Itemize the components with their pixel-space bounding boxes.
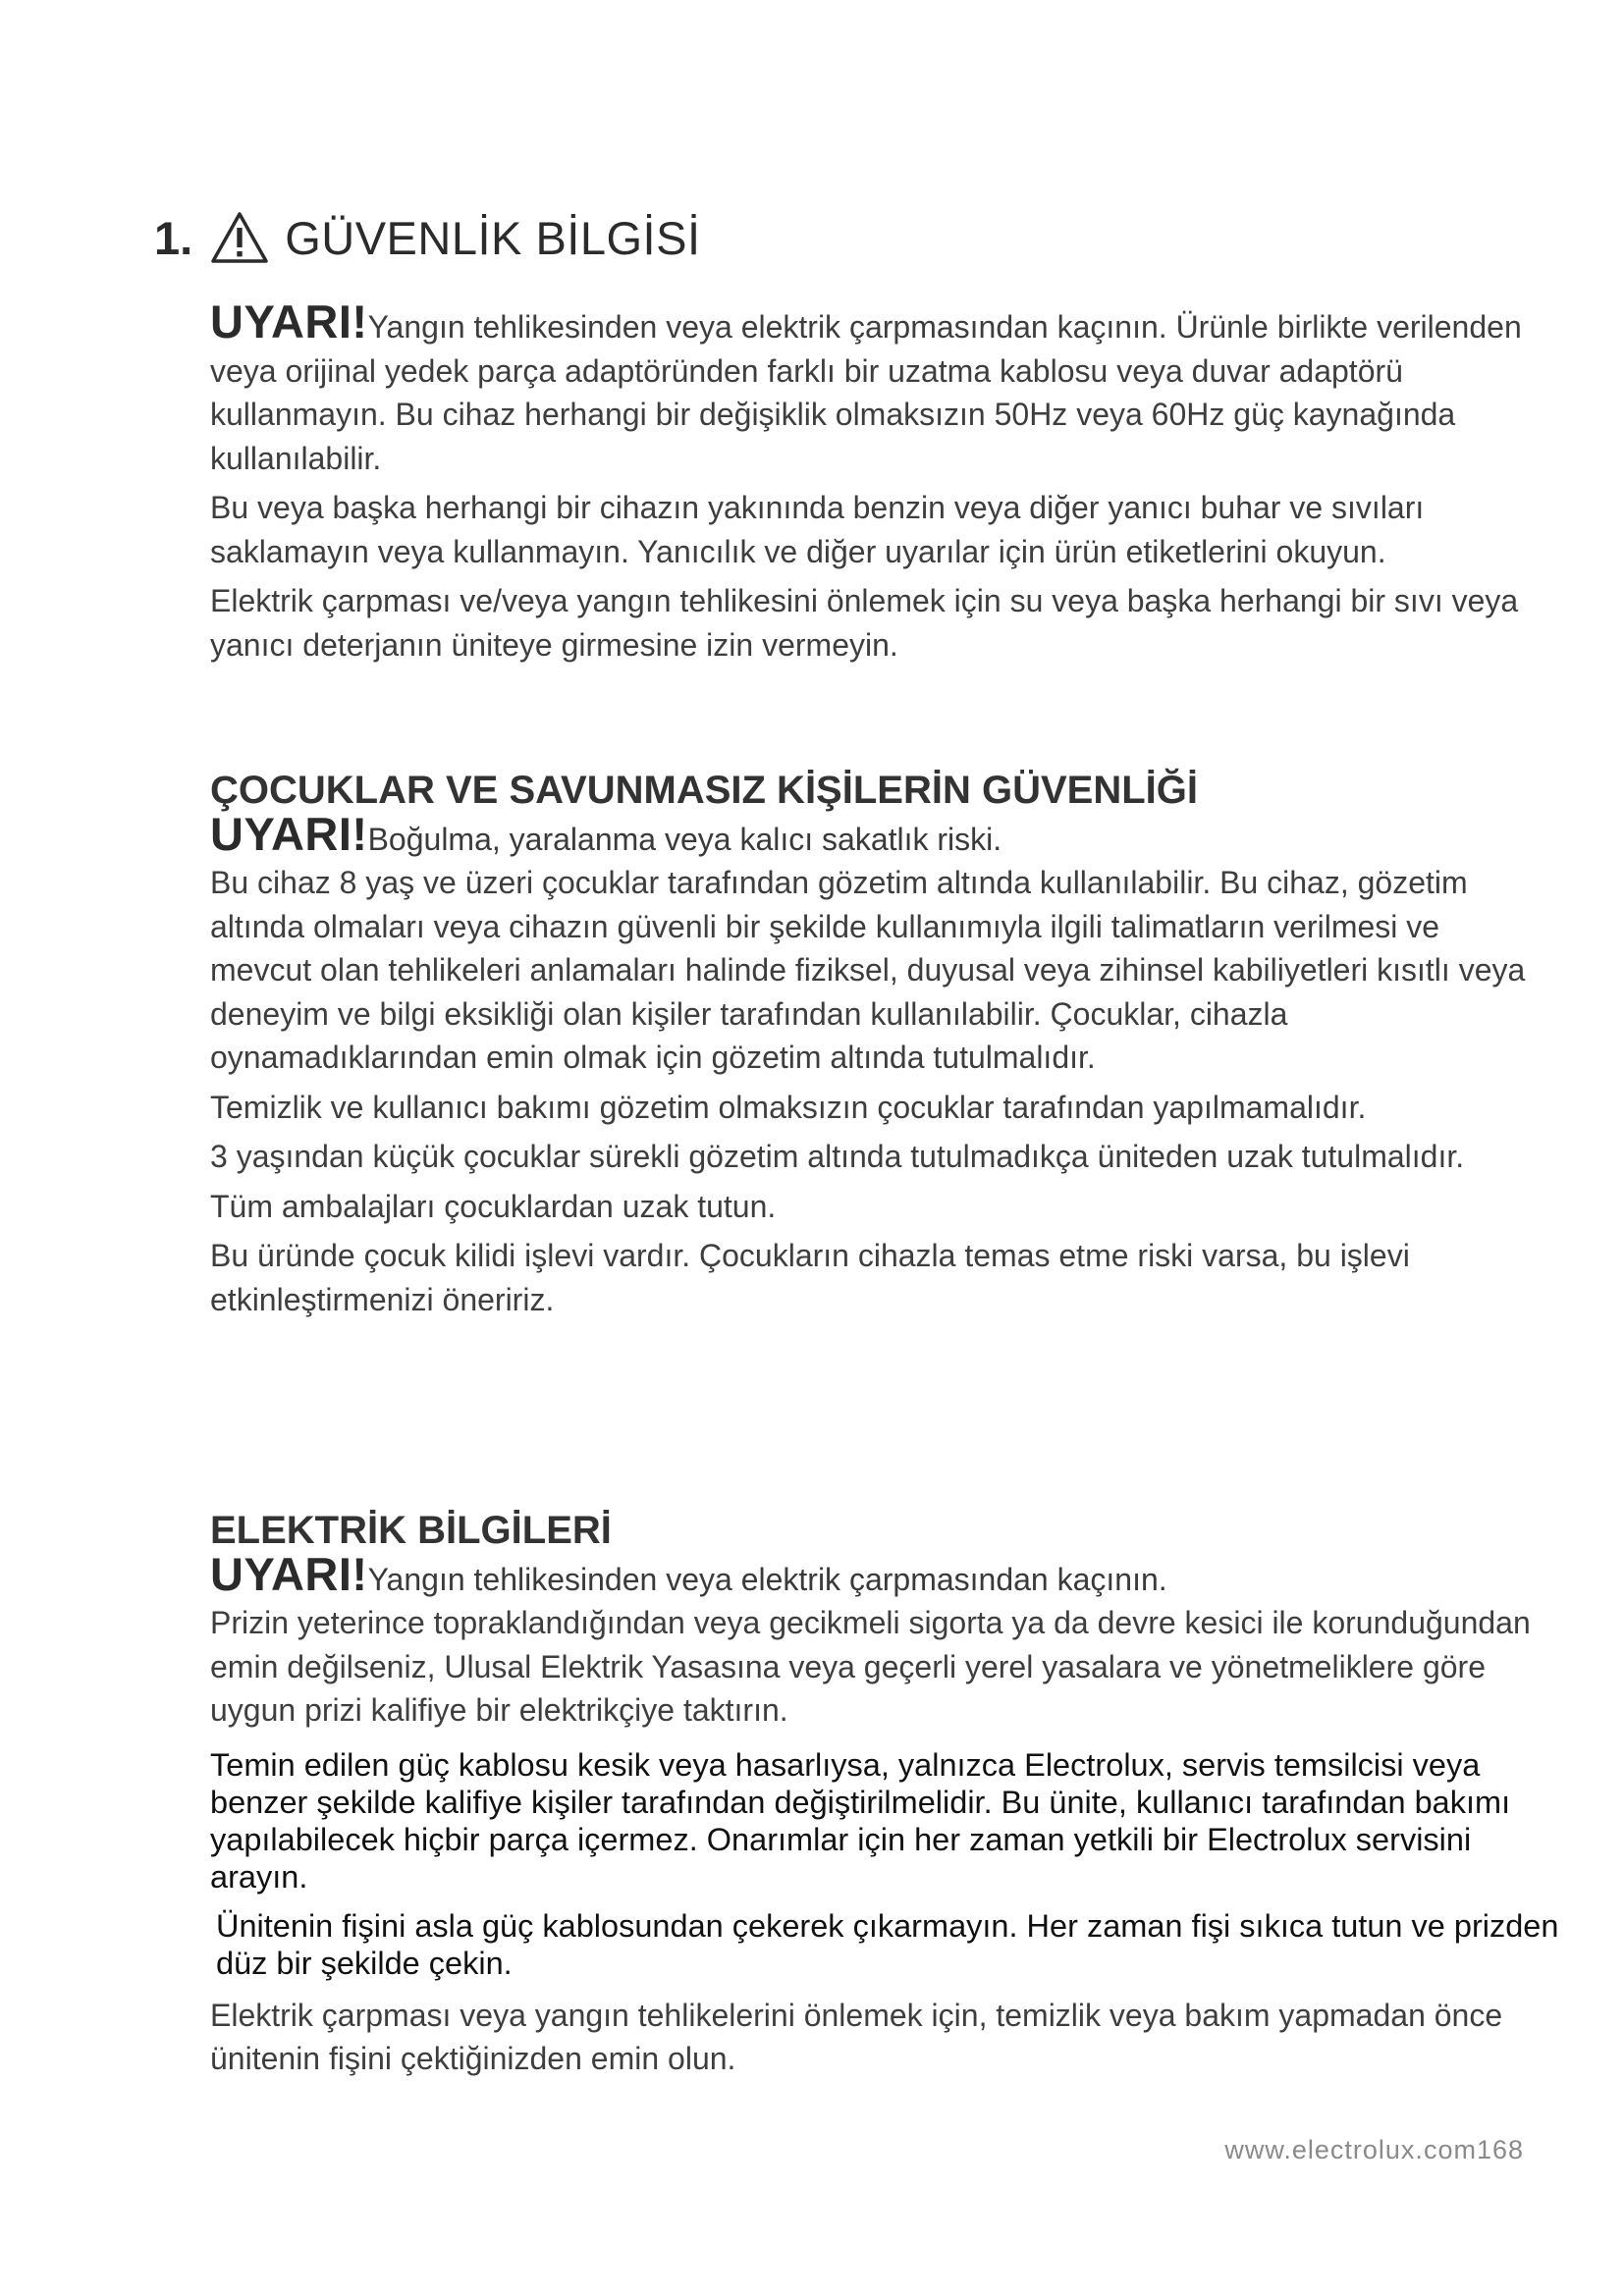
warning-text: Yangın tehlikesinden veya elektrik çarpmasından kaçının. Ürünle birlikte verilenden veya orijinal yedek parça adaptöründen farklı bir uzatma kablosu veya duvar adaptörü kullanmayın. Bu cihaz herhangi bir değişiklik olmaksızın 50Hz veya 60Hz güç kaynağında kullanılabilir. — [210, 309, 1522, 476]
paragraph: Temin edilen güç kablosu kesik veya hasarlıysa, yalnızca Electrolux, servis temsilcisi veya benzer şekilde kalifiye kişiler tarafından değiştirilmelidir. Bu ünite, kullanıcı tarafından bakımı yapılabilecek hiçbir parça içermez. Onarımlar için her zaman yetkili bir Electrolux servisini arayın. — [210, 1746, 1511, 1895]
paragraph: Tüm ambalajları çocuklardan uzak tutun. — [210, 1188, 777, 1224]
paragraph: 3 yaşından küçük çocuklar sürekli gözetim altında tutulmadıkça üniteden uzak tutulmalıdır. — [210, 1139, 1465, 1174]
paragraph: Ünitenin fişini asla güç kablosundan çekerek çıkarmayın. Her zaman fişi sıkıca tutun ve prizden düz bir şekilde çekin. — [216, 1907, 1559, 1981]
paragraph: Elektrik çarpması veya yangın tehlikelerini önlemek için, temizlik veya bakım yapmadan önce ünitenin fişini çektiğinizden emin olun. — [210, 1997, 1503, 2076]
warning-label: UYARI! — [210, 808, 368, 860]
page-title — [154, 208, 701, 267]
warning-label: UYARI! — [210, 1548, 368, 1600]
section-general-safety — [210, 295, 1545, 672]
section-children-safety — [210, 768, 1545, 1327]
section-electrical-info — [210, 1508, 1559, 2087]
section-heading: ÇOCUKLAR VE SAVUNMASIZ KİŞİLERİN GÜVENLİĞİ — [210, 769, 1198, 812]
section-number: 1. — [154, 211, 193, 264]
paragraph: Bu veya başka herhangi bir cihazın yakınında benzin veya diğer yanıcı buhar ve sıvıları saklamayın veya kullanmayın. Yanıcılık ve diğer uyarılar için ürün etiketlerini okuyun. — [210, 490, 1425, 569]
paragraph: Temizlik ve kullanıcı bakımı gözetim olmaksızın çocuklar tarafından yapılmamalıdır. — [210, 1089, 1367, 1125]
warning-text: Boğulma, yaralanma veya kalıcı sakatlık riski. — [367, 822, 1002, 857]
warning-line — [210, 1548, 1545, 1601]
warning-label: UYARI! — [210, 295, 368, 347]
warning-text: Yangın tehlikesinden veya elektrik çarpmasından kaçının. — [367, 1562, 1167, 1597]
paragraph: Prizin yeterince topraklandığından veya gecikmeli sigorta ya da devre kesici ile korunduğundan emin değilseniz, Ulusal Elektrik Yasasına veya geçerli yerel yasalara ve yönetmeliklere göre uygun prizi kalifiye bir elektrikçiye taktırın. — [210, 1605, 1531, 1728]
warning-line — [210, 808, 1545, 861]
page-title-text: GÜVENLİK BİLGİSİ — [285, 211, 701, 264]
footer-url: www.electrolux.com168 — [1224, 2135, 1524, 2164]
section-heading: ELEKTRİK BİLGİLERİ — [210, 1509, 612, 1552]
warning-triangle-icon — [210, 211, 269, 264]
paragraph: Elektrik çarpması ve/veya yangın tehlikesini önlemek için su veya başka herhangi bir sıvı veya yanıcı deterjanın üniteye girmesine izin vermeyin. — [210, 583, 1519, 663]
warning-paragraph — [210, 295, 1545, 480]
paragraph: Bu cihaz 8 yaş ve üzeri çocuklar tarafından gözetim altında kullanılabilir. Bu cihaz, gözetim altında olmaları veya cihazın güvenli bir şekilde kullanımıyla ilgili talimatların verilmesi ve mevcut olan tehlikeleri anlamaları halinde fiziksel, duyusal veya zihinsel kabiliyetleri kısıtlı veya deneyim ve bilgi eksikliği olan kişiler tarafından kullanılabilir. Çocuklar, cihazla oynamadıklarından emin olmak için gözetim altında tutulmalıdır. — [210, 865, 1526, 1075]
paragraph: Bu üründe çocuk kilidi işlevi vardır. Çocukların cihazla temas etme riski varsa, bu işlevi etkinleştirmenizi öneririz. — [210, 1238, 1410, 1317]
